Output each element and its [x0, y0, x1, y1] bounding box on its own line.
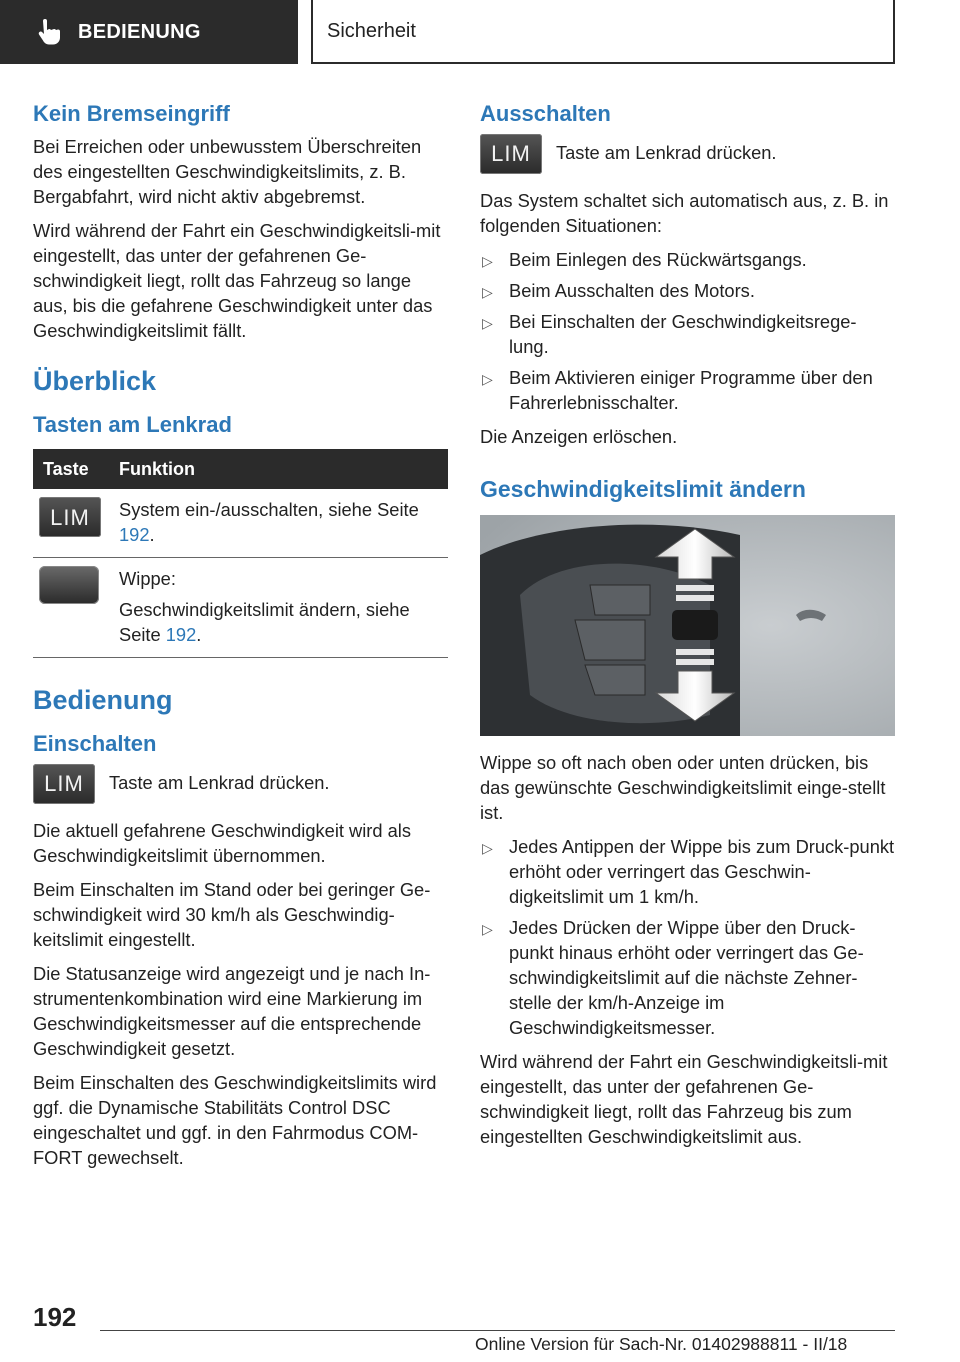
- section-tab: [0, 0, 298, 64]
- paragraph: Die Statusanzeige wird angezeigt und je nach In‐strumentenkombination wird eine Markierung im Geschwindigkeitsmesser auf die entsprechende Geschwindigkeit gesetzt.: [33, 963, 431, 1059]
- list-item-text: Beim Aktivieren einiger Programme über den Fahrerlebnisschalter.: [509, 367, 873, 413]
- lim-button-icon: LIM: [33, 764, 95, 804]
- paragraph: Beim Einschalten im Stand oder bei geringer Ge‐schwindigkeit wird 30 km/h als Geschwindig‐keitslimit eingestellt.: [33, 879, 431, 950]
- list-item-text: Beim Einlegen des Rückwärtsgangs.: [509, 249, 807, 270]
- button-table: [33, 449, 448, 658]
- paragraph: Wird während der Fahrt ein Geschwindigkeitsli‐mit eingestellt, das unter der gefahrenen Ge‐schwindigkeit liegt, rollt das Fahrzeug so lange aus, bis die gefahrene Geschwindigkeit unter das Geschwindigkeitslimit fällt.: [33, 220, 441, 341]
- heading-bedienung: Bedienung: [33, 685, 173, 715]
- paragraph: Taste am Lenkrad drücken.: [556, 142, 777, 163]
- row-title: Wippe:: [119, 568, 176, 589]
- list-item-text: Beim Ausschalten des Motors.: [509, 280, 755, 301]
- chapter-header: [311, 0, 895, 64]
- lim-button-icon: LIM: [480, 134, 542, 174]
- page-reference-link[interactable]: 192: [119, 524, 150, 545]
- right-column: [480, 100, 895, 1158]
- column-header-taste: Taste: [33, 449, 119, 489]
- row-text: System ein-/ausschalten, siehe Seite: [119, 499, 419, 520]
- list-item-text: Jedes Antippen der Wippe bis zum Druck‐punkt erhöht oder verringert das Geschwin‐digkeitslimit um 1 km/h.: [509, 836, 895, 907]
- chapter-title: Sicherheit: [327, 19, 416, 42]
- paragraph: Taste am Lenkrad drücken.: [109, 772, 330, 793]
- steering-wheel-photo: [480, 515, 895, 736]
- column-header-funktion: Funktion: [119, 449, 448, 489]
- lim-button-icon: LIM: [39, 497, 101, 537]
- table-row: [33, 558, 448, 658]
- bullet-list: [480, 247, 895, 415]
- list-item: [480, 309, 895, 359]
- triangle-bullet-icon: ▷: [482, 315, 493, 331]
- paragraph: Bei Erreichen oder unbewusstem Überschreiten des eingestellten Geschwindigkeitslimits, z. B. Bergabfahrt, wird nicht aktiv abgebremst.: [33, 136, 422, 207]
- punctuation: .: [149, 524, 155, 545]
- triangle-bullet-icon: ▷: [482, 284, 493, 300]
- list-item-text: Jedes Drücken der Wippe über den Druck‐punkt hinaus erhöht oder verringert das Ge‐schwindigkeitslimit auf die nächste Zehner‐stelle der km/h-Anzeige im Geschwindigkeitsmesser.: [509, 917, 864, 1038]
- rocker-switch-icon: [39, 566, 99, 604]
- section-tab-label: BEDIENUNG: [78, 20, 201, 43]
- list-item: [480, 915, 895, 1040]
- list-item: [480, 278, 895, 303]
- triangle-bullet-icon: ▷: [482, 840, 493, 856]
- triangle-bullet-icon: ▷: [482, 253, 493, 269]
- footer-online-version: Online Version für Sach-Nr. 01402988811 - II/18: [475, 1334, 848, 1354]
- list-item: [480, 365, 895, 415]
- triangle-bullet-icon: ▷: [482, 371, 493, 387]
- heading-einschalten: Einschalten: [33, 731, 157, 756]
- list-item: [480, 834, 895, 909]
- triangle-bullet-icon: ▷: [482, 921, 493, 937]
- page-number: 192: [33, 1302, 77, 1332]
- paragraph: Beim Einschalten des Geschwindigkeitslimits wird ggf. die Dynamische Stabilitäts Control DSC eingeschaltet und ggf. in den Fahrmodus COM‐FORT gewechselt.: [33, 1072, 437, 1168]
- paragraph: Die Anzeigen erlöschen.: [480, 426, 678, 447]
- paragraph: Die aktuell gefahrene Geschwindigkeit wird als Geschwindigkeitslimit übernommen.: [33, 820, 412, 866]
- row-text: Geschwindigkeitslimit ändern, siehe Seite: [119, 599, 410, 645]
- left-column: [33, 100, 448, 1179]
- heading-ausschalten: Ausschalten: [480, 101, 611, 126]
- punctuation: .: [196, 624, 202, 645]
- paragraph: Wippe so oft nach oben oder unten drücken, bis das gewünschte Geschwindigkeitslimit einge‐stellt ist.: [480, 752, 886, 823]
- table-row: [33, 489, 448, 558]
- page-reference-link[interactable]: 192: [165, 624, 197, 645]
- hand-pointer-icon: [34, 17, 64, 47]
- heading-geschwindigkeitslimit-aendern: Geschwindigkeitslimit ändern: [480, 476, 806, 502]
- paragraph: Wird während der Fahrt ein Geschwindigkeitsli‐mit eingestellt, das unter der gefahrenen Ge‐schwindigkeit liegt, rollt das Fahrzeug bis zum eingestellten Geschwindigkeitslimit aus.: [480, 1051, 888, 1147]
- footer-divider: [100, 1330, 895, 1331]
- list-item-text: Bei Einschalten der Geschwindigkeitsrege‐lung.: [509, 311, 857, 357]
- list-item: [480, 247, 895, 272]
- heading-ueberblick: Überblick: [33, 366, 157, 396]
- heading-kein-bremseingriff: Kein Bremseingriff: [33, 101, 230, 126]
- paragraph: Das System schaltet sich automatisch aus, z. B. in folgenden Situationen:: [480, 190, 889, 236]
- heading-tasten-am-lenkrad: Tasten am Lenkrad: [33, 412, 232, 437]
- bullet-list: [480, 834, 895, 1040]
